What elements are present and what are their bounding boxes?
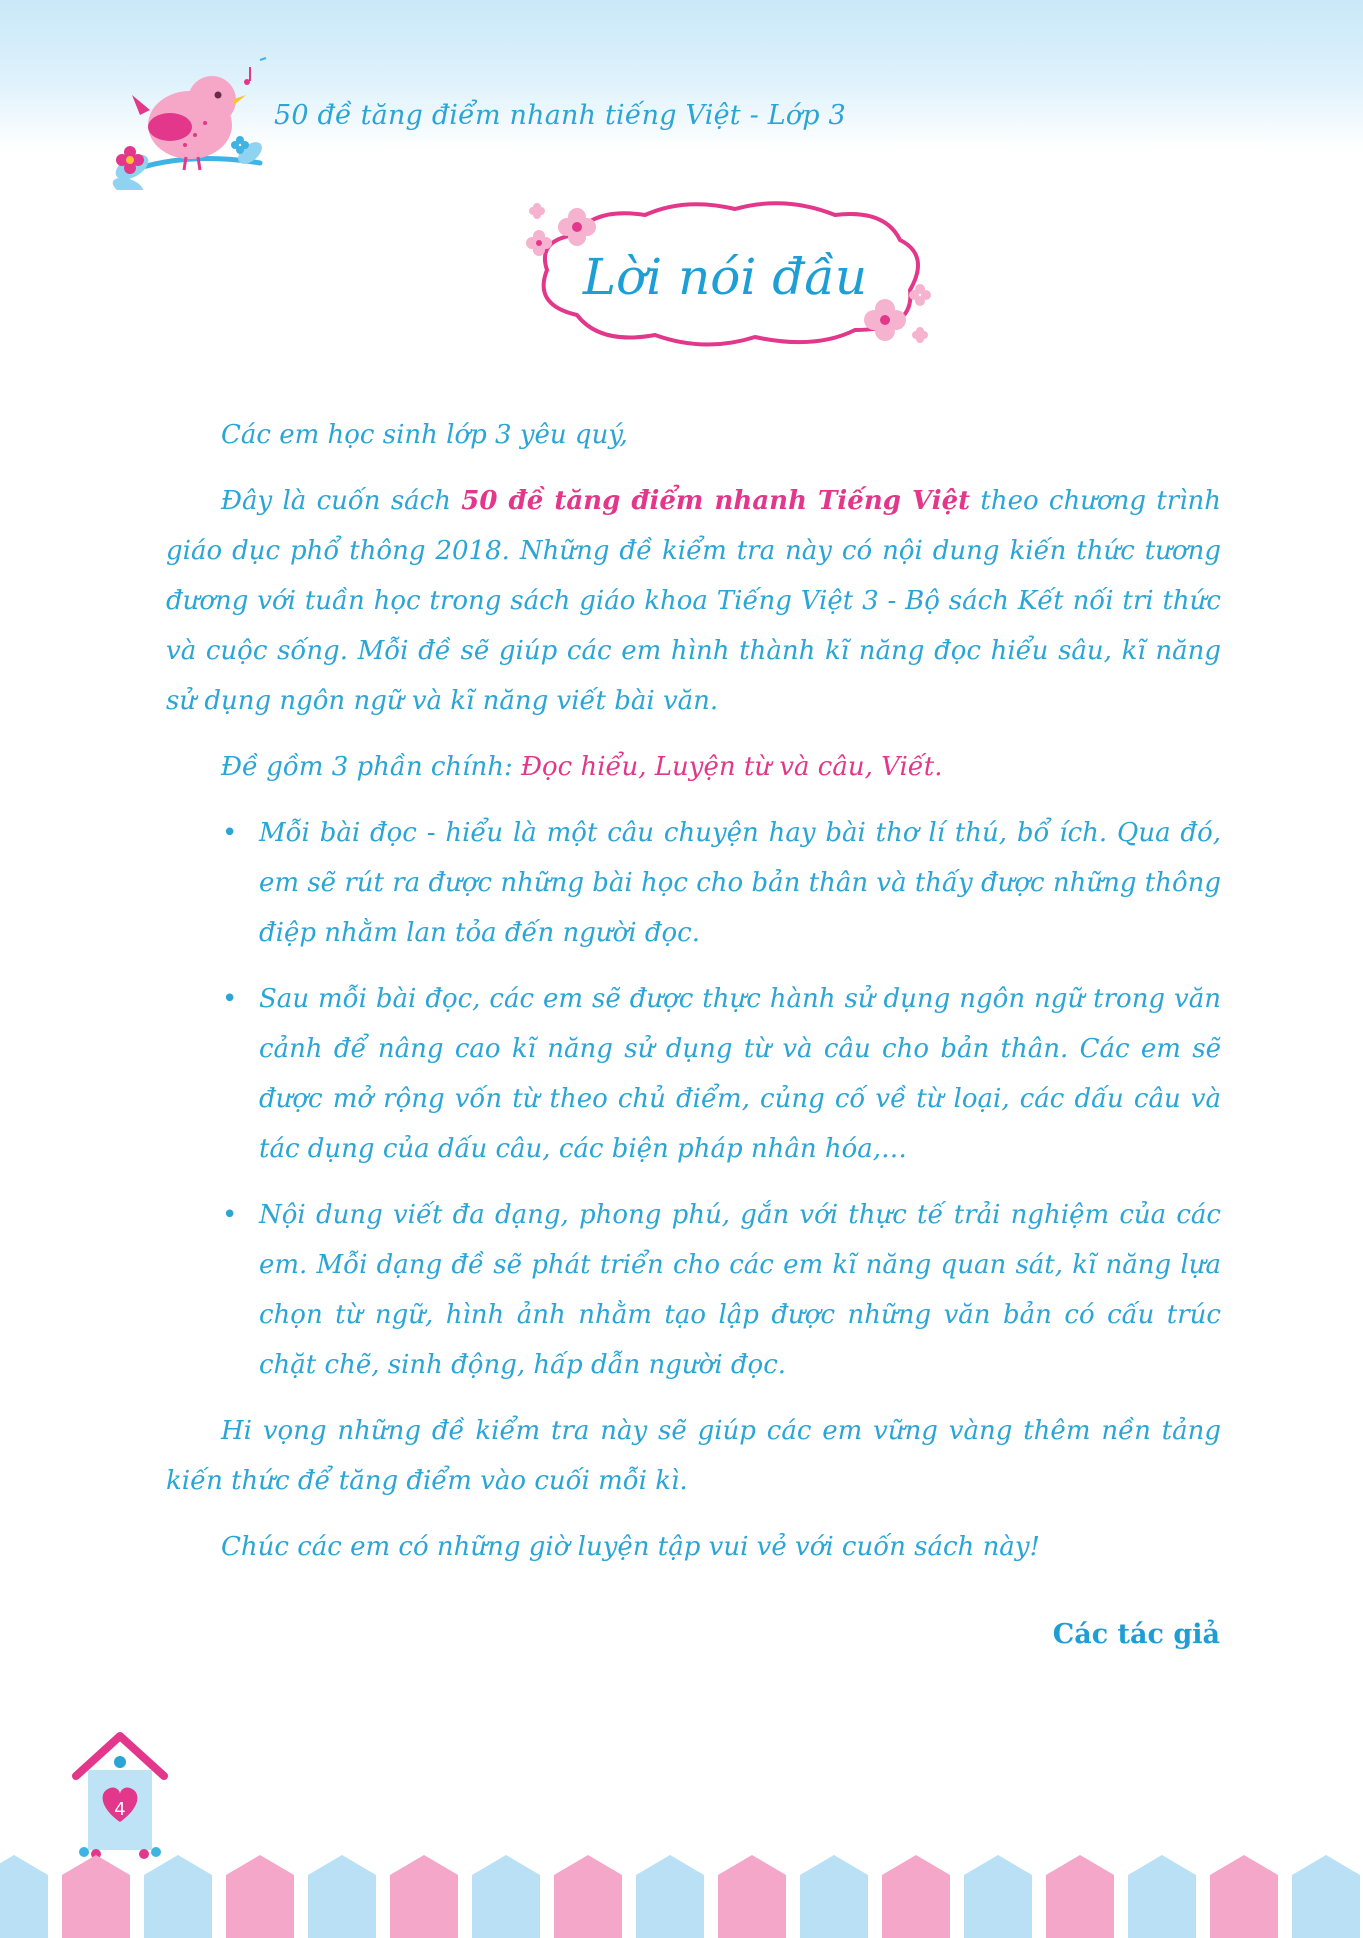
bullet-text: Nội dung viết đa dạng, phong phú, gắn với thực tế trải nghiệm của các em. Mỗi dạng đề sẽ phát triển cho các em kĩ năng quan sát, kĩ năng lựa chọn từ ngữ, hình ảnh nhằm tạo lập được những văn bản có cấu trúc chặt chẽ, sinh động, hấp dẫn người đọc. [259,1200,1221,1380]
fence-picket [554,1855,622,1938]
bird-icon [100,55,270,190]
fence-picket [1210,1855,1278,1938]
fence-decoration [0,1855,1363,1938]
fence-picket [390,1855,458,1938]
preface-body [166,410,1221,1588]
birdhouse-icon [70,1730,170,1865]
intro-suffix: theo chương trình giáo dục phổ thông 2018. Những đề kiểm tra này có nội dung kiến thức tương đương với tuần học trong sách giáo khoa Tiếng Việt 3 - Bộ sách Kết nối tri thức và cuộc sống. Mỗi đề sẽ giúp các em hình thành kĩ năng đọc hiểu sâu, kĩ năng sử dụng ngôn ngữ và kĩ năng viết bài văn. [166,486,1221,716]
hope-paragraph: Hi vọng những đề kiểm tra này sẽ giúp các em vững vàng thêm nền tảng kiến thức để tăng điểm vào cuối mỗi kì. [166,1416,1221,1496]
parts-prefix: Đề gồm 3 phần chính: [221,752,521,782]
fence-picket [62,1855,130,1938]
fence-picket [144,1855,212,1938]
fence-picket [226,1855,294,1938]
fence-picket [472,1855,540,1938]
parts-names: Đọc hiểu, Luyện từ và câu, Viết. [521,752,943,782]
fence-picket [1046,1855,1114,1938]
page-number: 4 [114,1799,126,1820]
intro-prefix: Đây là cuốn sách [221,486,462,516]
list-item [166,808,1221,958]
greeting: Các em học sinh lớp 3 yêu quý, [221,420,628,450]
bullet-list [166,808,1221,1390]
parts-paragraph [166,742,1221,792]
header-title: 50 đề tăng điểm nhanh tiếng Việt - Lớp 3 [274,100,846,131]
wish-paragraph: Chúc các em có những giờ luyện tập vui vẻ với cuốn sách này! [221,1532,1040,1562]
fence-picket [964,1855,1032,1938]
signature: Các tác giả [1052,1619,1220,1650]
bullet-icon: • [222,1200,238,1230]
fence-picket [800,1855,868,1938]
list-item [166,1190,1221,1390]
book-title: 50 đề tăng điểm nhanh Tiếng Việt [461,486,971,516]
fence-picket [308,1855,376,1938]
bullet-icon: • [222,818,238,848]
bullet-text: Sau mỗi bài đọc, các em sẽ được thực hành sử dụng ngôn ngữ trong văn cảnh để nâng cao kĩ năng sử dụng từ và câu cho bản thân. Các em sẽ được mở rộng vốn từ theo chủ điểm, củng cố về từ loại, các dấu câu và tác dụng của dấu câu, các biện pháp nhân hóa,… [259,984,1221,1164]
fence-picket [718,1855,786,1938]
intro-paragraph [166,476,1221,726]
fence-picket [0,1855,48,1938]
bullet-text: Mỗi bài đọc - hiểu là một câu chuyện hay bài thơ lí thú, bổ ích. Qua đó, em sẽ rút ra được những bài học cho bản thân và thấy được những thông điệp nhằm lan tỏa đến người đọc. [259,818,1221,948]
page-title: Lời nói đầu [582,248,868,306]
fence-picket [1128,1855,1196,1938]
fence-picket [636,1855,704,1938]
bullet-icon: • [222,984,238,1014]
list-item [166,974,1221,1174]
fence-picket [1292,1855,1360,1938]
fence-picket [882,1855,950,1938]
